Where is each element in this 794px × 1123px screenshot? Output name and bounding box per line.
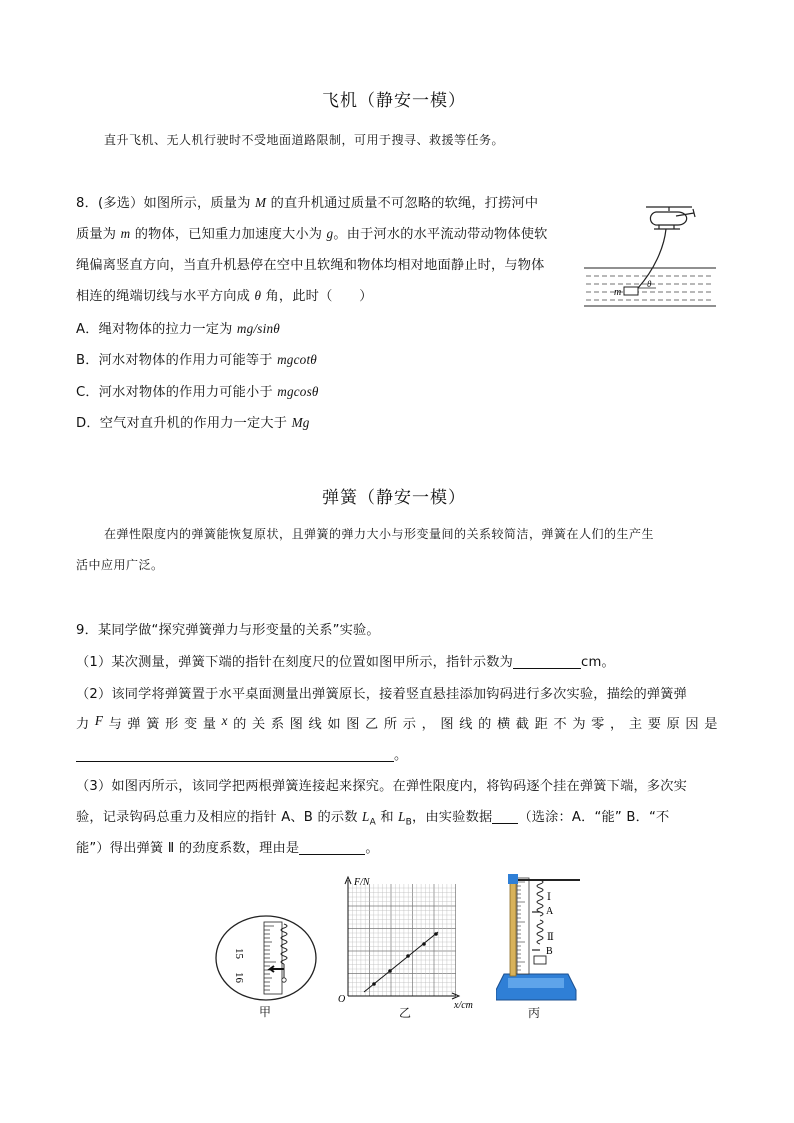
ruler-tick-15: 15 (233, 948, 245, 959)
q9-text: ，由实验数据 (412, 810, 493, 825)
data-point (422, 942, 426, 946)
q9-char: 乙 (365, 717, 379, 732)
q8-option-d[interactable] (76, 412, 310, 431)
q9-char: 与 (108, 717, 122, 732)
helicopter-icon (646, 207, 695, 229)
data-point (372, 982, 376, 986)
q8-text: 。由于河水的水平流动带动物体使软 (333, 227, 548, 242)
hook-weight (534, 956, 546, 964)
option-label: B．河水对物体的作用力可能等于 (76, 353, 278, 368)
answer-blank-3[interactable] (492, 809, 518, 824)
data-point (406, 954, 410, 958)
q9-char: 不 (553, 717, 567, 732)
q8-text: 的直升机通过质量不可忽略的软绳，打捞河中 (266, 196, 539, 211)
ruler-tick-16: 16 (233, 972, 245, 983)
q9-math-L: L (398, 809, 406, 824)
q9-text: cm。 (581, 655, 615, 670)
figure-jia (214, 914, 318, 1004)
q9-char: 量 (202, 717, 217, 732)
q8-option-a[interactable] (76, 318, 280, 337)
object-block (624, 287, 638, 295)
q8-math-m: m (120, 226, 131, 241)
spring-II (537, 920, 543, 944)
mass-label: m (614, 287, 622, 298)
q8-line3: 绳偏离竖直方向，当直升机悬停在空中且软绳和物体均相对地面静止时，与物体 (76, 258, 545, 273)
q9-char: 弹 (127, 717, 141, 732)
q9-char: 系 (270, 717, 285, 732)
q9-char: 线 (459, 717, 473, 732)
q9-char: 图 (440, 717, 454, 732)
q9-char: 横 (496, 717, 511, 732)
angle-label: θ (647, 279, 652, 289)
q9-char: 要 (647, 717, 662, 732)
option-math: mgcotθ (277, 352, 317, 367)
label-A: A (546, 906, 554, 917)
q8-line4 (76, 285, 373, 304)
section2-title: 弹簧（静安一模） (322, 488, 466, 508)
q8-math-g: g (326, 226, 334, 241)
q9-char: 距 (534, 717, 549, 732)
option-math: mg/sinθ (236, 321, 280, 336)
q9-char: ， (610, 717, 624, 732)
option-math: Mg (291, 415, 310, 430)
origin-label: O (338, 994, 346, 1005)
label-B: B (546, 946, 553, 957)
q9-math-L: L (362, 809, 370, 824)
q9-sub-B: B (405, 817, 413, 828)
q9-text: （1）某次测量，弹簧下端的指针在刻度尺的位置如图甲所示，指针示数为 (76, 655, 513, 670)
q8-text: 8．(多选）如图所示，质量为 (76, 196, 255, 211)
section2-intro-line1: 在弹性限度内的弹簧能恢复原状，且弹簧的弹力大小与形变量间的关系较简洁，弹簧在人们的生产生 (104, 527, 655, 541)
q9-sub-A: A (369, 817, 376, 828)
q8-line1 (76, 192, 538, 211)
q8-option-c[interactable] (76, 381, 319, 400)
caption-bing: 丙 (528, 1006, 541, 1020)
q9-char: 图 (289, 717, 304, 732)
q9-char: 截 (515, 717, 530, 732)
q8-text: 质量为 (76, 227, 121, 242)
q9-part2-line1: （2）该同学将弹簧置于水平桌面测量出弹簧原长，接着竖直悬挂添加钩码进行多次实验，描绘的弹簧弹 (76, 687, 688, 702)
graph-grid (348, 884, 456, 996)
q9-char: 簧 (146, 717, 160, 732)
q8-line2 (76, 223, 548, 242)
q9-text: 验，记录钩码总重力及相应的指针 A、B 的示数 (76, 810, 363, 825)
data-point (388, 969, 392, 973)
q8-text: 的物体，已知重力加速度大小为 (130, 227, 327, 242)
q9-text: 。 (365, 841, 379, 856)
option-label: D．空气对直升机的作用力一定大于 (76, 416, 292, 431)
q8-option-b[interactable] (76, 349, 317, 368)
q9-text: 能”）得出弹簧 Ⅱ 的劲度系数，理由是 (76, 841, 300, 856)
q9-math-x: x (221, 713, 228, 728)
q9-char: 力 (76, 717, 90, 732)
helicopter-figure (580, 198, 720, 310)
q9-char: 形 (165, 717, 179, 732)
q9-part1 (76, 651, 615, 670)
option-label: C．河水对物体的作用力可能小于 (76, 385, 278, 400)
q9-part3-line3 (76, 837, 379, 856)
spring-I (537, 880, 543, 916)
q9-part3-line1: （3）如图丙所示，该同学把两根弹簧连接起来探究。在弹性限度内，将钩码逐个挂在弹簧下端，多次实 (76, 779, 688, 794)
section1-title: 飞机（静安一模） (322, 91, 466, 111)
q9-char: 如 (327, 717, 341, 732)
q9-char: ， (421, 717, 435, 732)
label-spring-II: Ⅱ (547, 932, 554, 943)
q9-part2-line3 (76, 744, 407, 763)
answer-blank-4[interactable] (299, 840, 365, 855)
data-point (434, 932, 438, 936)
q9-char: 变 (183, 717, 198, 732)
q9-text: 和 (375, 810, 399, 825)
q8-math-theta: θ (254, 288, 262, 303)
answer-blank-2[interactable] (76, 747, 394, 762)
q8-text: 角，此时（ ） (261, 289, 373, 304)
option-math: mgcosθ (277, 384, 319, 399)
figure-yi (334, 874, 484, 1014)
q9-char: 线 (308, 717, 322, 732)
q9-text: 。 (394, 748, 408, 763)
label-spring-I: Ⅰ (547, 892, 551, 903)
option-label: A．绳对物体的拉力一定为 (76, 322, 237, 337)
q8-math-M: M (254, 195, 267, 210)
q9-text: （选涂：A．“能” B．“不 (518, 810, 670, 825)
caption-jia: 甲 (259, 1005, 272, 1019)
q9-char: 的 (233, 717, 247, 732)
q9-char: 零 (591, 717, 605, 732)
q9-part2-line2 (76, 713, 718, 732)
q9-char: 的 (478, 717, 492, 732)
rope-line (638, 229, 666, 288)
y-axis-label: F/N (354, 877, 370, 888)
q9-char: 所 (383, 717, 398, 732)
q9-part3-line2 (76, 806, 669, 828)
q9-math-F: F (94, 713, 104, 728)
q9-char: 图 (346, 717, 360, 732)
q9-char: 是 (704, 717, 718, 732)
q9-char: 原 (666, 717, 680, 732)
q9-stem: 9．某同学做“探究弹簧弹力与形变量的关系”实验。 (76, 623, 380, 638)
q9-char: 主 (628, 717, 643, 732)
caption-yi: 乙 (399, 1006, 412, 1020)
q9-char: 为 (572, 717, 586, 732)
answer-blank-1[interactable] (513, 654, 581, 669)
section1-intro: 直升飞机、无人机行驶时不受地面道路限制，可用于搜寻、救援等任务。 (104, 133, 505, 147)
section2-intro-line2: 活中应用广泛。 (76, 558, 164, 572)
q9-char: 关 (251, 717, 266, 732)
x-axis-label: x/cm (454, 1000, 473, 1011)
q9-char: 因 (685, 717, 699, 732)
stand-pole (510, 876, 516, 976)
q8-text: 相连的绳端切线与水平方向成 (76, 289, 255, 304)
q9-char: 示 (402, 717, 417, 732)
figure-bing (496, 868, 586, 1004)
